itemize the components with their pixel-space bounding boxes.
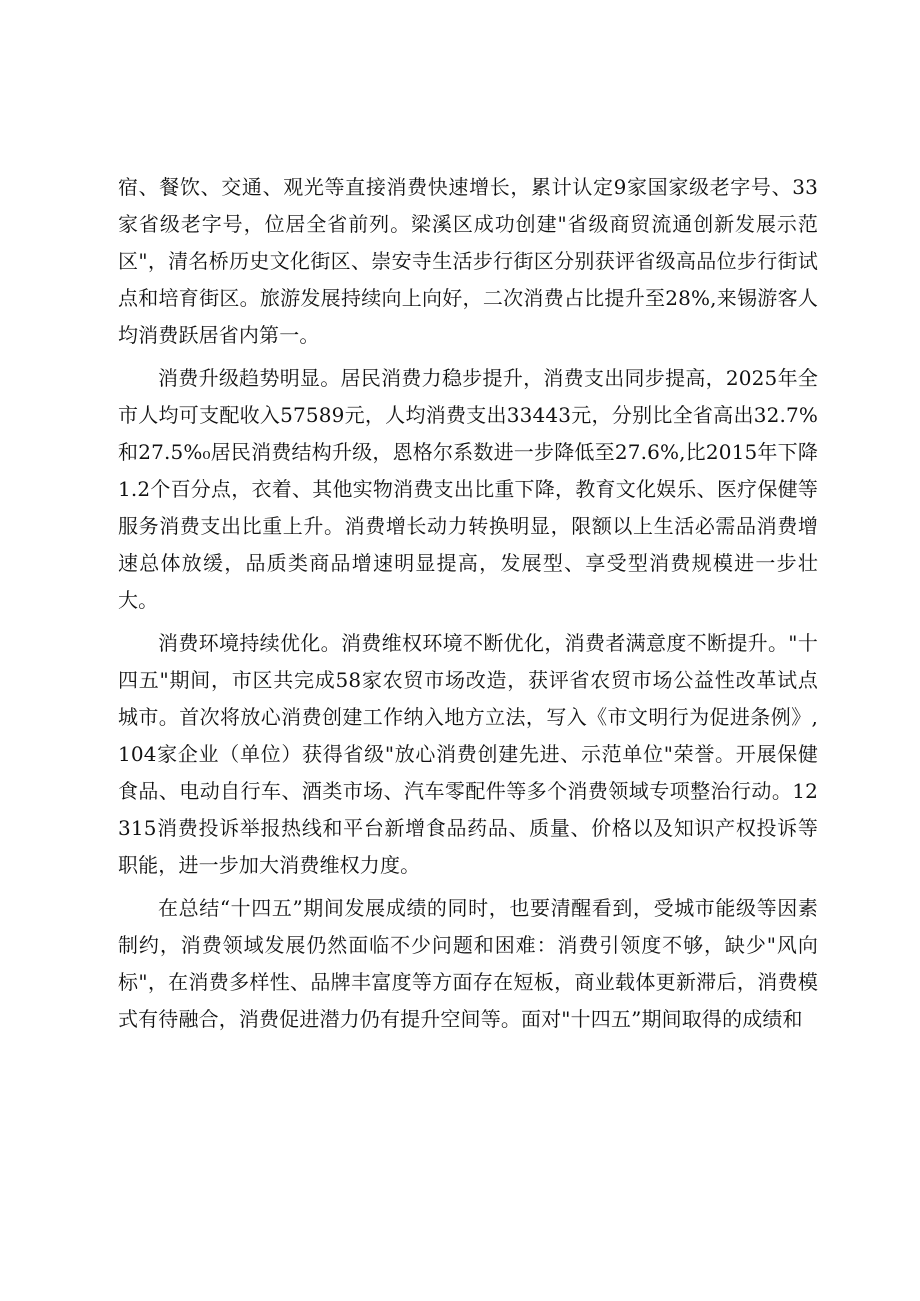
paragraph-consumption-environment: 消费环境持续优化。消费维权环境不断优化，消费者满意度不断提升。"十四五"期间，市区共完成58家农贸市场改造，获评省农贸市场公益性改革试点城市。首次将放心消费创建工作纳入地方立法，写入《市文明行为促进条例》,104家企业（单位）获得省级"放心消费创建先进、示范单位"荣誉。开展保健食品、电动自行车、酒类市场、汽车零配件等多个消费领域专项整治行动。12315消费投诉举报热线和平台新增食品药品、质量、价格以及知识产权投诉等职能，进一步加大消费维权力度。	[118, 631, 818, 877]
paragraph-problems-summary: 在总结“十四五”期间发展成绩的同时，也要清醒看到，受城市能级等因素制约，消费领域发展仍然面临不少问题和困难：消费引领度不够，缺少"风向标"，在消费多样性、品牌丰富度等方面存在短板，商业载体更新滞后，消费模式有待融合，消费促进潜力仍有提升空间等。面对"十四五”期间取得的成绩和	[118, 896, 818, 1031]
paragraph-continuation: 宿、餐饮、交通、观光等直接消费快速增长，累计认定9家国家级老字号、33家省级老字号，位居全省前列。梁溪区成功创建"省级商贸流通创新发展示范区"，清名桥历史文化街区、崇安寺生活步行街区分别获评省级高品位步行街试点和培育街区。旅游发展持续向上向好，二次消费占比提升至28%,来锡游客人均消费跃居省内第一。	[118, 175, 818, 347]
document-body	[118, 169, 818, 1044]
paragraph-consumption-upgrade: 消费升级趋势明显。居民消费力稳步提升，消费支出同步提高，2025年全市人均可支配收入57589元，人均消费支出33443元，分别比全省高出32.7%和27.5%₀居民消费结构升级，恩格尔系数进一步降低至27.6%,比2015年下降1.2个百分点，衣着、其他实物消费支出比重下降，教育文化娱乐、医疗保健等服务消费支出比重上升。消费增长动力转换明显，限额以上生活必需品消费增速总体放缓，品质类商品增速明显提高，发展型、享受型消费规模进一步壮大。	[118, 366, 818, 612]
